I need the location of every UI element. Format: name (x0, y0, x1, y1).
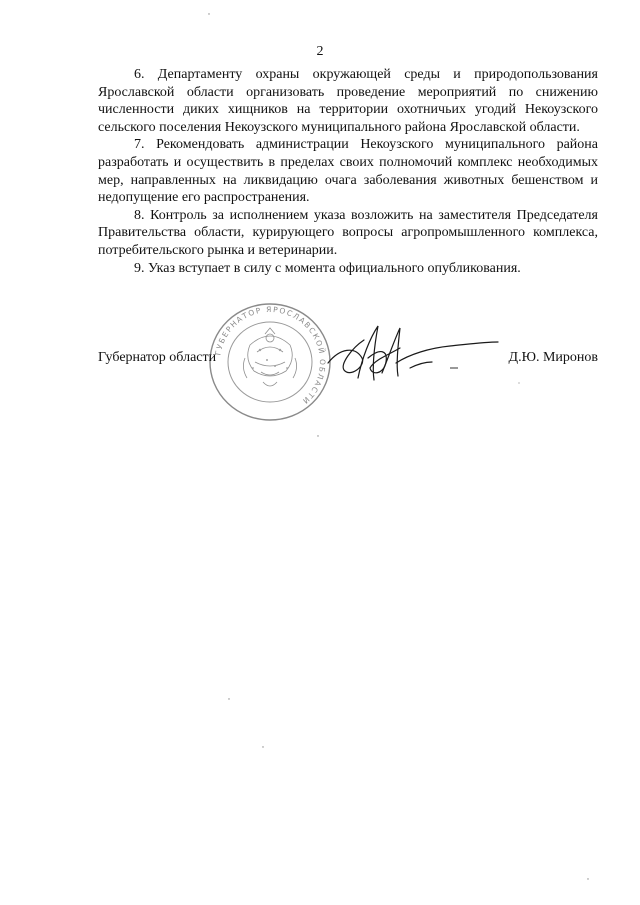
signatory-title: Губернатор области (98, 350, 217, 365)
paragraph-8: 8. Контроль за исполнением указа возложить на заместителя Председателя Правительства области, курирующего вопросы агропромышленного комплекса, потребительского рынка и ветеринарии. (98, 207, 598, 258)
signatory-name: Д.Ю. Миронов (508, 350, 598, 365)
paragraph-7: 7. Рекомендовать администрации Некоузского муниципального района разработать и осуществить в пределах своих полномочий комплекс необходимых мер, направленных на ликвидацию очага заболевания животных бешенством и недопущение его распространения. (98, 137, 598, 206)
seal-ring-text: ГУБЕРНАТОР ЯРОСЛАВСКОЙ ОБЛАСТИ (213, 304, 328, 407)
paragraph-6: 6. Департаменту охраны окружающей среды и природопользования Ярославской области организовать проведение мероприятий по снижению численности диких хищников на территории охотничьих угодий Некоузского сельского поселения Некоузского муниципального района Ярославской области. (98, 67, 598, 135)
page-number: 2 (316, 44, 324, 59)
paragraph-9: 9. Указ вступает в силу с момента официального опубликования. (134, 260, 521, 276)
